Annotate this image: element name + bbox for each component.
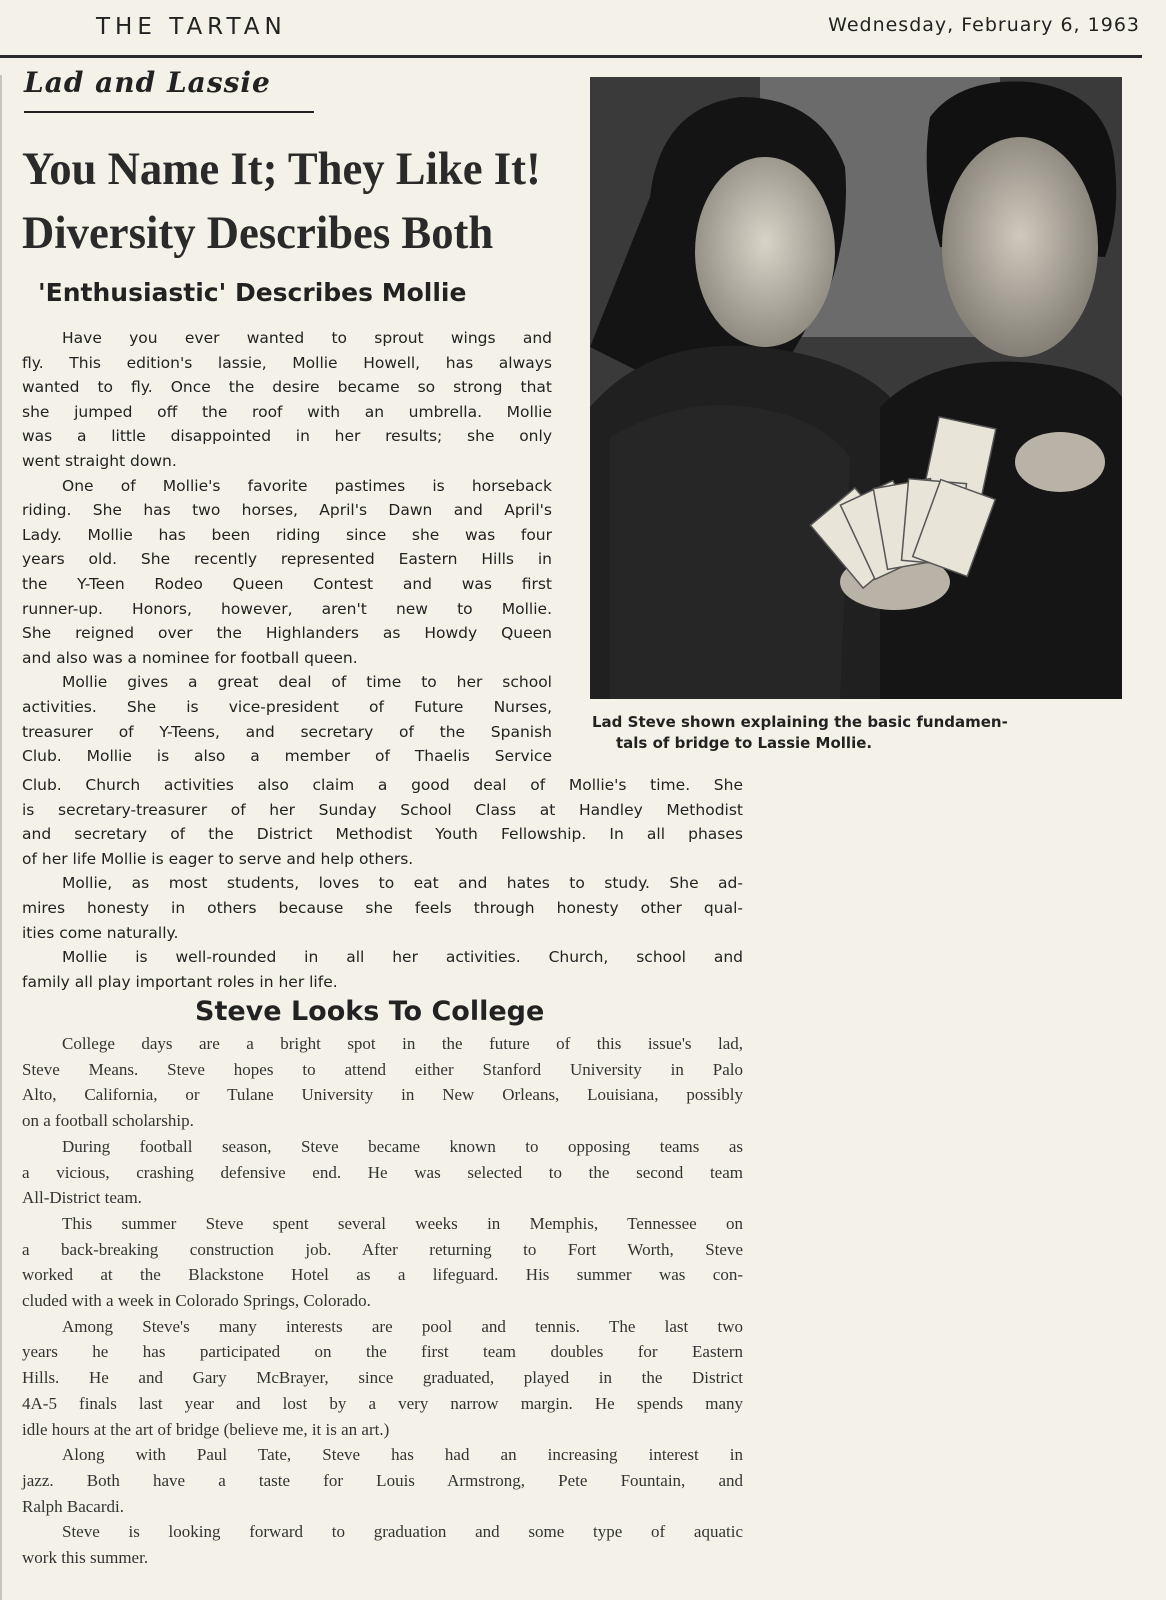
text-line: jazz. Both have a taste for Louis Armstrong, Pete Fountain, and [22,1470,743,1490]
text-line: fly. This edition's lassie, Mollie Howell, has always [22,353,552,372]
text-line: family all play important roles in her life. [22,972,338,991]
text-line: treasurer of Y-Teens, and secretary of the Spanish [22,722,552,741]
caption-line-2: tals of bridge to Lassie Mollie. [616,734,873,752]
text-line: she jumped off the roof with an umbrella. Mollie [22,402,552,421]
text-line: the Y-Teen Rodeo Queen Contest and was first [22,574,552,593]
text-line: activities. She is vice-president of Future Nurses, [22,697,552,716]
steve-subhead: Steve Looks To College [195,996,545,1027]
text-line: of her life Mollie is eager to serve and help others. [22,849,414,868]
column-kicker: Lad and Lassie [24,66,271,99]
text-line: on a football scholarship. [22,1111,194,1131]
mollie-column [22,326,552,769]
masthead-rule [0,55,1142,58]
text-line: years old. She recently represented Eastern Hills in [22,550,552,569]
text-line: All-District team. [22,1188,142,1208]
text-line: idle hours at the art of bridge (believe me, it is an art.) [22,1419,390,1439]
headline-line-1: You Name It; They Like It! [22,143,541,195]
text-line: During football season, Steve became known to opposing teams as [62,1136,743,1156]
lad-and-lassie-photo [590,77,1122,699]
mollie-continued [22,773,743,994]
page-spine-shadow [0,75,2,1600]
text-line: Ralph Bacardi. [22,1496,124,1516]
text-line: Hills. He and Gary McBrayer, since graduated, played in the District [22,1368,743,1388]
text-line: and secretary of the District Methodist Youth Fellowship. In all phases [22,825,743,844]
text-line: went straight down. [22,451,177,470]
text-line: riding. She has two horses, April's Dawn and April's [22,501,552,520]
text-line: Among Steve's many interests are pool and tennis. The last two [62,1316,743,1336]
text-line: 4A-5 finals last year and lost by a very narrow margin. He spends many [22,1393,743,1413]
mollie-subhead: 'Enthusiastic' Describes Mollie [38,278,467,307]
text-line: Mollie, as most students, loves to eat and hates to study. She ad- [62,874,743,893]
text-line: worked at the Blackstone Hotel as a lifeguard. His summer was con- [22,1265,743,1285]
photo-caption [592,712,1092,754]
steve-column [22,1031,743,1571]
text-line: Steve is looking forward to graduation and some type of aquatic [62,1522,743,1542]
caption-line-1: Lad Steve shown explaining the basic fundamen- [592,713,1008,731]
text-line: She reigned over the Highlanders as Howdy Queen [22,624,552,643]
text-line: Mollie is well-rounded in all her activities. Church, school and [62,948,743,967]
text-line: Lady. Mollie has been riding since she was four [22,525,552,544]
text-line: is secretary-treasurer of her Sunday School Class at Handley Methodist [22,800,743,819]
kicker-underline [24,111,314,113]
text-line: Steve Means. Steve hopes to attend either Stanford University in Palo [22,1059,743,1079]
issue-date: Wednesday, February 6, 1963 [828,14,1140,36]
text-line: wanted to fly. Once the desire became so strong that [22,378,552,397]
text-line: was a little disappointed in her results; she only [22,427,552,446]
text-line: This summer Steve spent several weeks in Memphis, Tennessee on [62,1213,743,1233]
text-line: and also was a nominee for football queen. [22,648,358,667]
text-line: College days are a bright spot in the future of this issue's lad, [62,1034,743,1053]
headline-line-2: Diversity Describes Both [22,207,494,259]
photo-illustration [590,77,1122,699]
text-line: mires honesty in others because she feels through honesty other qual- [22,898,743,917]
text-line: Have you ever wanted to sprout wings and [62,329,552,347]
text-line: Club. Mollie is also a member of Thaelis Service [22,747,552,766]
text-line: cluded with a week in Colorado Springs, Colorado. [22,1291,371,1311]
text-line: a vicious, crashing defensive end. He was selected to the second team [22,1162,743,1182]
text-line: ities come naturally. [22,923,179,942]
text-line: Club. Church activities also claim a good deal of Mollie's time. She [22,776,743,794]
text-line: work this summer. [22,1548,149,1568]
newspaper-name: THE TARTAN [96,14,287,40]
text-line: runner-up. Honors, however, aren't new to Mollie. [22,599,552,618]
text-line: years he has participated on the first team doubles for Eastern [22,1342,743,1362]
text-line: Alto, California, or Tulane University in New Orleans, Louisiana, possibly [22,1085,743,1105]
text-line: Along with Paul Tate, Steve has had an increasing interest in [62,1445,743,1465]
text-line: a back-breaking construction job. After returning to Fort Worth, Steve [22,1239,743,1259]
text-line: One of Mollie's favorite pastimes is horseback [62,476,552,495]
text-line: Mollie gives a great deal of time to her school [62,673,552,692]
